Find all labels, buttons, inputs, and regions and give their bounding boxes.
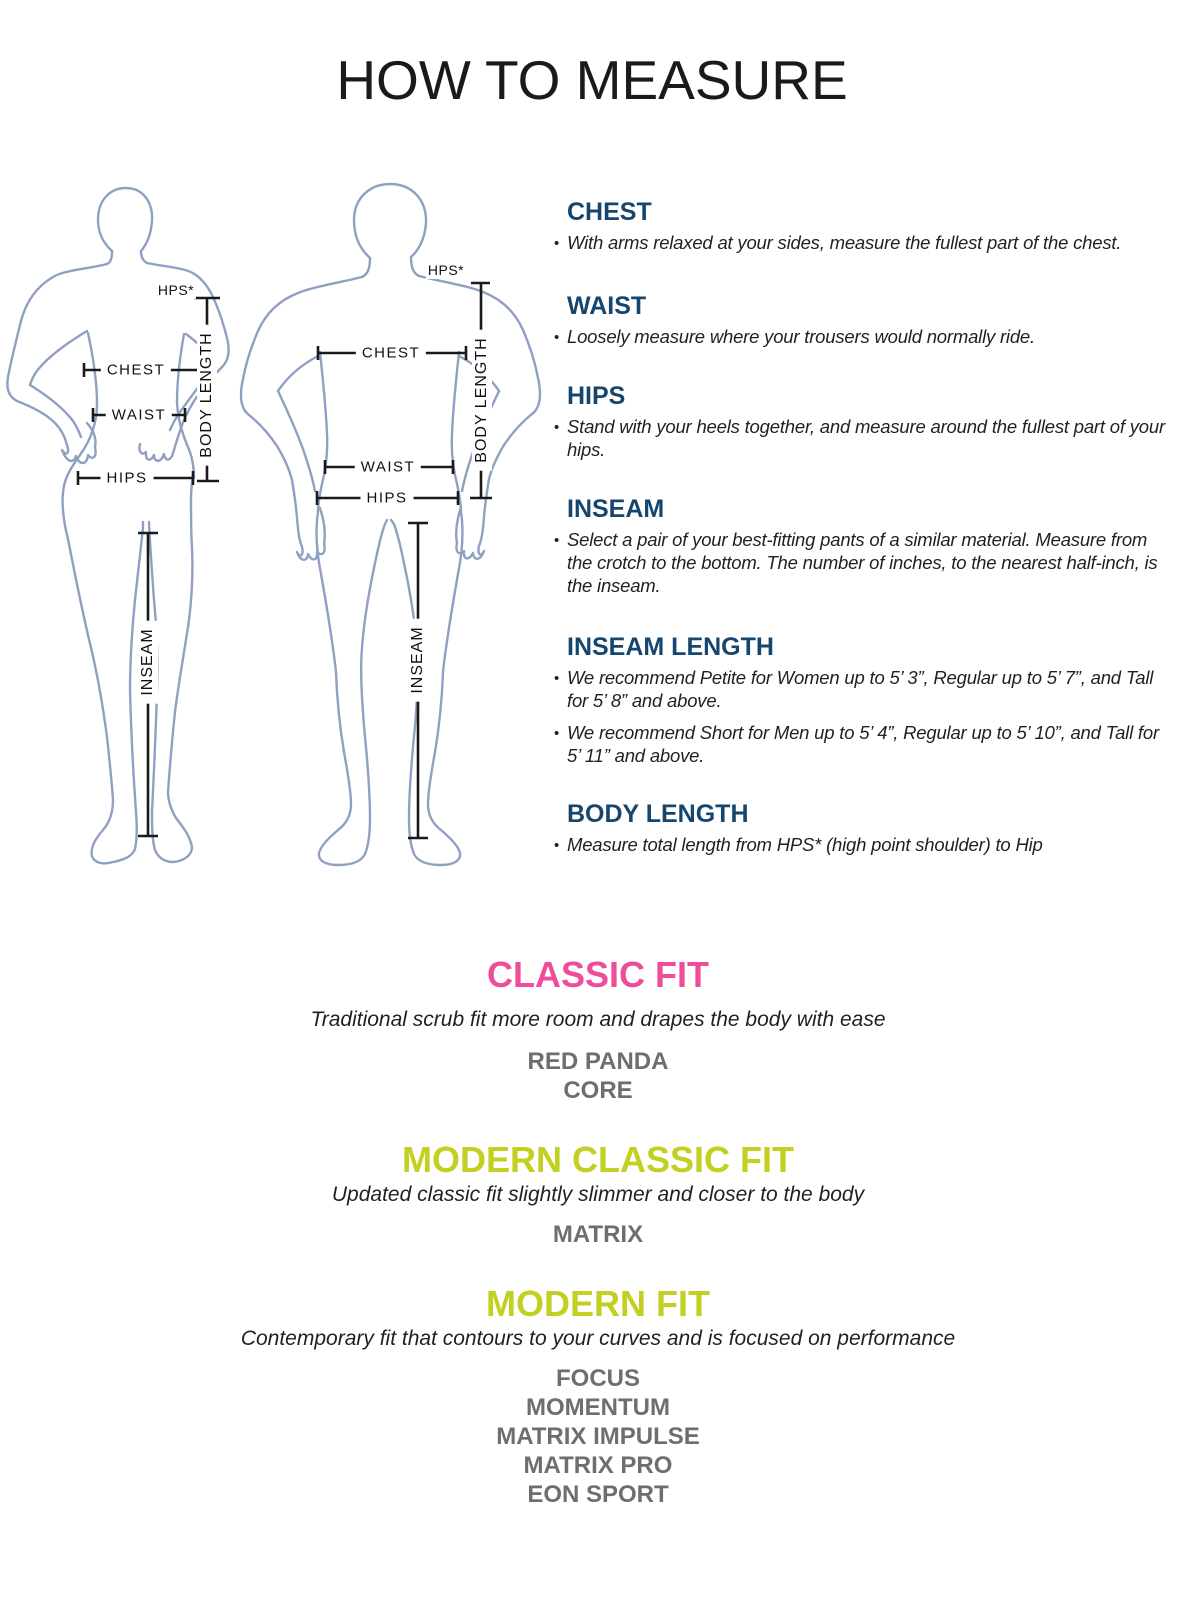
male-waist-label: WAIST <box>355 458 421 477</box>
section-bullet: • We recommend Petite for Women up to 5’ 3”, Regular up to 5’ 7”, and Tall for 5’ 8” and above. <box>554 666 1172 712</box>
section-bullet: • Select a pair of your best-fitting pants of a similar material. Measure from the crotch to the bottom. The number of inches, to the nearest half-inch, is the inseam. <box>554 528 1172 597</box>
section-heading: WAIST <box>567 292 647 320</box>
section-bullet: • Measure total length from HPS* (high point shoulder) to Hip <box>554 833 1172 856</box>
fit-name: MODERN FIT <box>486 1283 710 1324</box>
fit-description: Contemporary fit that contours to your curves and is focused on performance <box>240 1327 956 1350</box>
male-hps-label: HPS* <box>427 262 465 278</box>
section-hips <box>554 382 1172 461</box>
section-bullet: • Stand with your heels together, and measure around the fullest part of your hips. <box>554 415 1172 461</box>
section-waist <box>554 292 1172 348</box>
male-body-length-label: BODY LENGTH <box>472 329 492 470</box>
section-bullet: • With arms relaxed at your sides, measure the fullest part of the chest. <box>554 231 1172 254</box>
female-waist-label: WAIST <box>106 406 172 425</box>
fit-name: MODERN CLASSIC FIT <box>402 1139 794 1180</box>
fit-classic <box>0 955 1196 1105</box>
section-heading: INSEAM LENGTH <box>567 633 774 661</box>
fit-modern-classic <box>0 1140 1196 1249</box>
fit-product: MATRIX PRO <box>523 1452 673 1479</box>
female-body-length-label: BODY LENGTH <box>197 324 217 465</box>
fit-product: MATRIX <box>552 1221 644 1248</box>
female-hps-label: HPS* <box>157 282 195 298</box>
section-body-length <box>554 800 1172 856</box>
section-heading: CHEST <box>567 198 652 226</box>
fit-products <box>0 1220 1196 1249</box>
fit-product: FOCUS <box>556 1365 640 1392</box>
section-inseam-length <box>554 633 1172 767</box>
female-chest-label: CHEST <box>101 361 171 380</box>
fit-products <box>0 1047 1196 1105</box>
section-bullet: • We recommend Short for Men up to 5’ 4”, Regular up to 5’ 10”, and Tall for 5’ 11” and above. <box>554 721 1172 767</box>
section-heading: INSEAM <box>567 495 665 523</box>
male-chest-label: CHEST <box>356 344 426 363</box>
page-title: HOW TO MEASURE <box>336 49 848 111</box>
section-inseam <box>554 495 1172 597</box>
fit-categories <box>0 955 1196 1509</box>
fit-products <box>0 1364 1196 1509</box>
section-chest <box>554 198 1172 254</box>
section-heading: HIPS <box>567 382 626 410</box>
female-inseam-label: INSEAM <box>138 620 158 703</box>
female-hips-label: HIPS <box>100 469 153 488</box>
fit-description: Traditional scrub fit more room and drapes the body with ease <box>310 1008 886 1031</box>
fit-product: RED PANDA <box>527 1048 669 1075</box>
section-bullet: • Loosely measure where your trousers would normally ride. <box>554 325 1172 348</box>
fit-modern <box>0 1284 1196 1509</box>
section-heading: BODY LENGTH <box>567 800 749 828</box>
fit-product: MOMENTUM <box>526 1394 670 1421</box>
fit-product: MATRIX IMPULSE <box>496 1423 700 1450</box>
male-hips-label: HIPS <box>360 489 413 508</box>
fit-name: CLASSIC FIT <box>487 954 709 995</box>
male-inseam-label: INSEAM <box>408 618 428 701</box>
fit-product: CORE <box>563 1077 633 1104</box>
fit-product: EON SPORT <box>527 1481 669 1508</box>
male-figure-outline <box>241 184 540 865</box>
fit-description: Updated classic fit slightly slimmer and closer to the body <box>331 1183 865 1206</box>
